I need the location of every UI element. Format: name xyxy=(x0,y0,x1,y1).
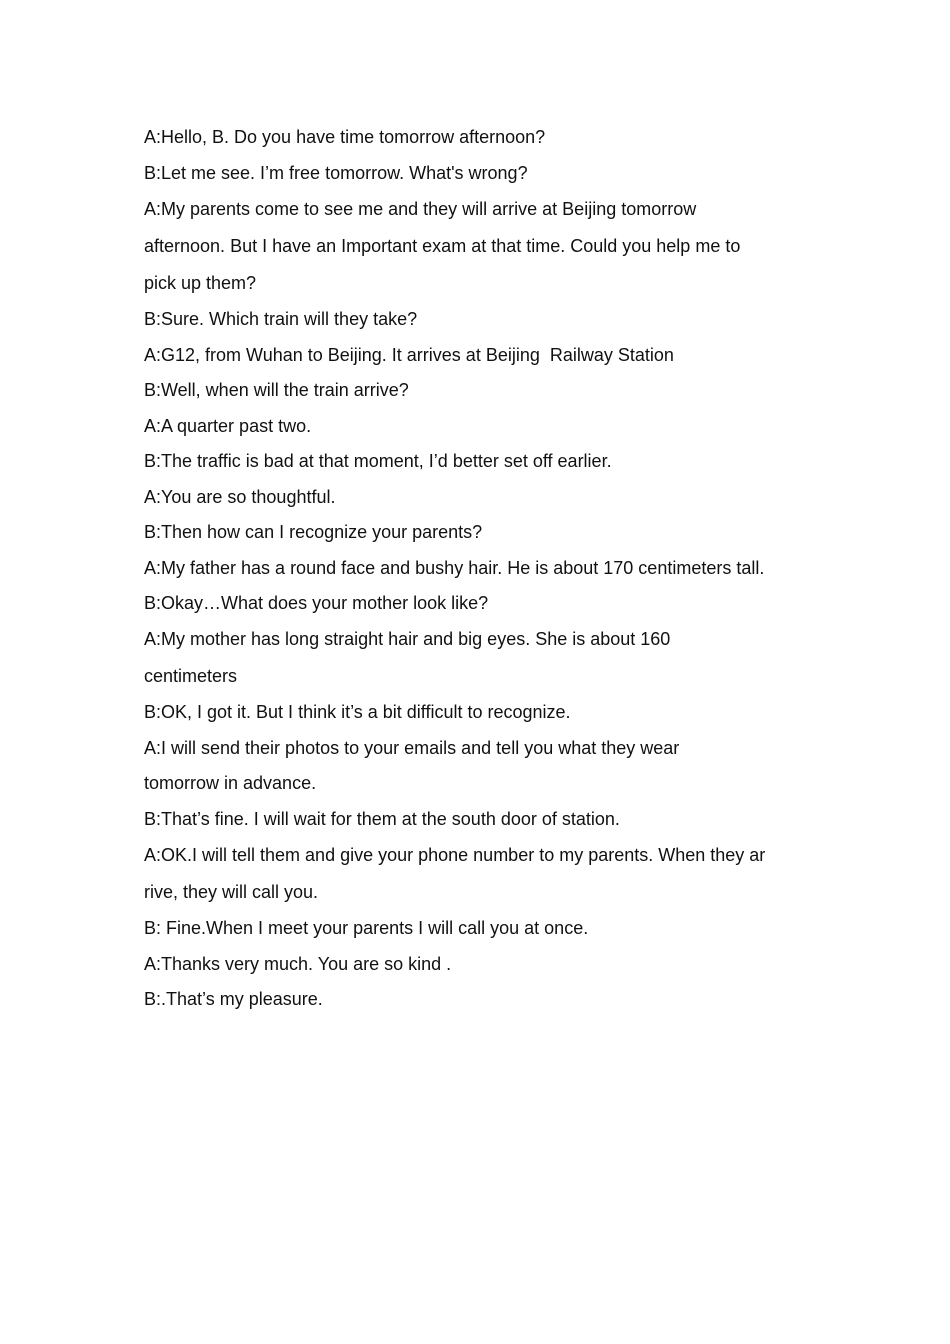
dialogue-line: rive, they will call you. xyxy=(144,882,319,902)
dialogue-line: B:Let me see. I’m free tomorrow. What's wrong? xyxy=(144,163,528,183)
dialogue-line: A:OK.I will tell them and give your phone number to my parents. When they ar xyxy=(144,845,766,865)
dialogue-line: B: Fine.When I meet your parents I will call you at once. xyxy=(144,918,589,938)
dialogue-line: B:Okay…What does your mother look like? xyxy=(144,593,489,613)
dialogue-text xyxy=(144,123,824,1021)
dialogue-line: B:Well, when will the train arrive? xyxy=(144,380,409,400)
dialogue-line: tomorrow in advance. xyxy=(144,773,317,793)
dialogue-line: B:That’s fine. I will wait for them at the south door of station. xyxy=(144,809,620,829)
dialogue-line: A:G12, from Wuhan to Beijing. It arrives at Beijing Railway Station xyxy=(144,345,674,365)
dialogue-line: B:Then how can I recognize your parents? xyxy=(144,522,483,542)
dialogue-line: A:My parents come to see me and they will arrive at Beijing tomorrow xyxy=(144,199,697,219)
dialogue-line: A:My father has a round face and bushy hair. He is about 170 centimeters tall. xyxy=(144,558,765,578)
dialogue-line: B:.That’s my pleasure. xyxy=(144,989,323,1009)
dialogue-line: A:I will send their photos to your emails and tell you what they wear xyxy=(144,738,680,758)
dialogue-line: A:Hello, B. Do you have time tomorrow afternoon? xyxy=(144,127,546,147)
dialogue-line: afternoon. But I have an Important exam at that time. Could you help me to xyxy=(144,236,741,256)
dialogue-line: A:Thanks very much. You are so kind . xyxy=(144,954,452,974)
dialogue-line: A:My mother has long straight hair and big eyes. She is about 160 xyxy=(144,629,671,649)
dialogue-line: A:A quarter past two. xyxy=(144,416,312,436)
dialogue-line: centimeters xyxy=(144,666,238,686)
dialogue-line: B:Sure. Which train will they take? xyxy=(144,309,418,329)
dialogue-line: B:The traffic is bad at that moment, I’d better set off earlier. xyxy=(144,451,612,471)
dialogue-line: B:OK, I got it. But I think it’s a bit difficult to recognize. xyxy=(144,702,571,722)
dialogue-line: A:You are so thoughtful. xyxy=(144,487,336,507)
dialogue-line: pick up them? xyxy=(144,273,257,293)
